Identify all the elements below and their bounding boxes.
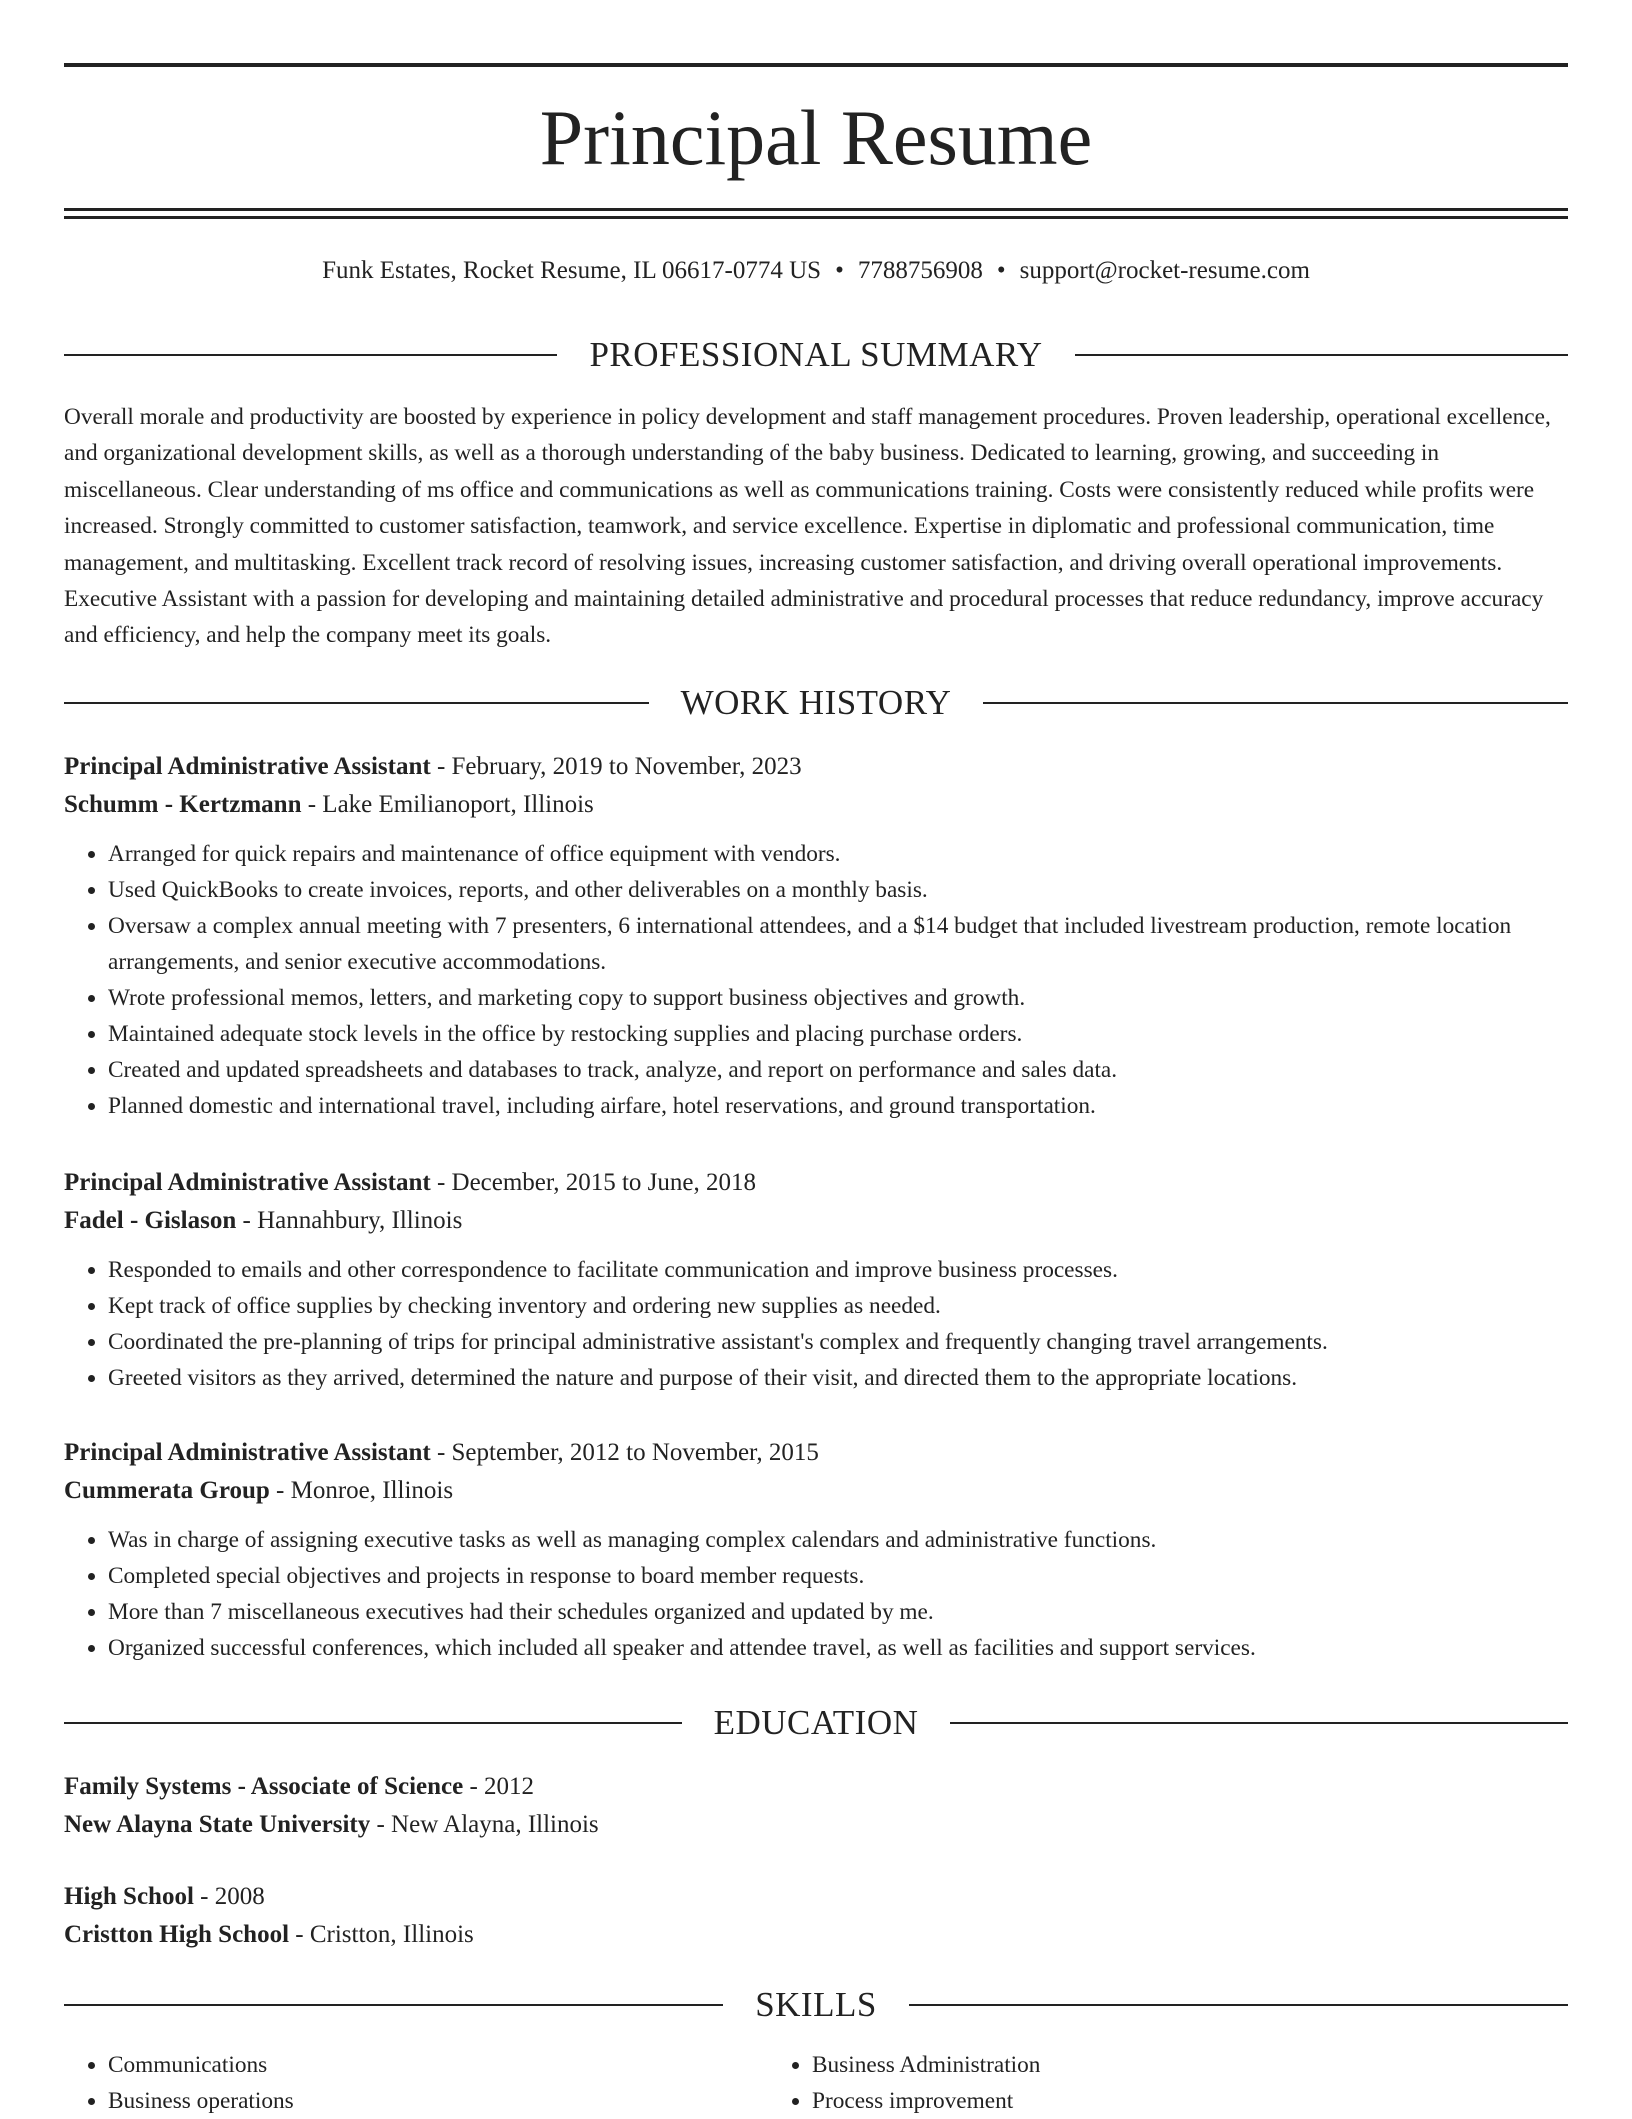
job-company-line (64, 1472, 1568, 1510)
list-item: • Coordinated the pre-planning of trips for principal administrative assistant's complex and frequently changing travel arrangements. (108, 1324, 1568, 1360)
section-title: PROFESSIONAL SUMMARY (589, 335, 1043, 374)
education-degree: High School (64, 1883, 194, 1910)
contact-email[interactable]: support@rocket-resume.com (1019, 257, 1310, 284)
section-heading-work-history (64, 681, 1568, 725)
heading-rule (950, 1722, 1568, 1724)
job-entry (64, 1164, 1568, 1396)
contact-separator: • (835, 257, 844, 284)
education-location: - New Alayna, Illinois (370, 1811, 599, 1838)
skill-item: • Process improvement (812, 2083, 1460, 2119)
resume-name: Principal Resume (539, 94, 1093, 181)
education-location: - Cristton, Illinois (289, 1921, 474, 1948)
contact-line (64, 254, 1568, 288)
list-item: • More than 7 miscellaneous executives had their schedules organized and updated by me. (108, 1594, 1568, 1630)
job-title: Principal Administrative Assistant (64, 1169, 431, 1196)
job-title: Principal Administrative Assistant (64, 1439, 431, 1466)
summary-paragraph: Overall morale and productivity are boosted by experience in policy development and staff management procedures. Proven leadership, operational excellence, and organizational development skills, as well as a thorough understanding of the baby business. Dedicated to learning, growing, and succeeding in miscellaneous. Clear understanding of ms office and communications as well as communications training. Costs were consistently reduced while profits were increased. Strongly committed to customer satisfaction, teamwork, and service excellence. Expertise in diplomatic and professional communication, time management, and multitasking. Excellent track record of resolving issues, increasing customer satisfaction, and driving overall operational improvements. Executive Assistant with a passion for developing and maintaining detailed administrative and procedural processes that reduce redundancy, improve accuracy and efficiency, and help the company meet its goals. (64, 404, 1551, 649)
job-entry (64, 748, 1568, 1124)
job-company: Fadel - Gislason (64, 1207, 237, 1234)
job-title-line (64, 748, 1568, 786)
section-title: WORK HISTORY (680, 683, 952, 722)
education-entry (64, 1878, 1568, 1954)
job-company-line (64, 1202, 1568, 1240)
skill-item: • Communications (108, 2047, 762, 2083)
education-school: Cristton High School (64, 1921, 290, 1948)
section-heading-skills (64, 1983, 1568, 2027)
job-company-line (64, 786, 1568, 824)
list-item: • Completed special objectives and projects in response to board member requests. (108, 1558, 1568, 1594)
education-school-line (64, 1806, 1568, 1844)
header-top-rule (64, 63, 1568, 67)
contact-separator: • (996, 257, 1006, 284)
education-entry (64, 1768, 1568, 1844)
job-bullets (64, 1252, 1568, 1396)
skill-item: • Business operations (108, 2083, 762, 2119)
job-entry (64, 1434, 1568, 1666)
heading-rule (64, 2004, 723, 2006)
section-title: EDUCATION (713, 1703, 919, 1742)
job-bullets (64, 836, 1568, 1124)
job-company: Cummerata Group (64, 1477, 270, 1504)
job-dates: - February, 2019 to November, 2023 (430, 753, 802, 780)
header-double-rule-top (64, 208, 1568, 211)
section-heading-summary (64, 333, 1568, 377)
heading-rule (983, 702, 1568, 704)
list-item: • Planned domestic and international travel, including airfare, hotel reservations, and ground transportation. (108, 1088, 1568, 1124)
list-item: • Maintained adequate stock levels in the office by restocking supplies and placing purchase orders. (108, 1016, 1568, 1052)
education-degree-line (64, 1878, 1568, 1916)
list-item: • Organized successful conferences, which included all speaker and attendee travel, as well as facilities and support services. (108, 1630, 1568, 1666)
education-year: - 2012 (463, 1773, 535, 1800)
job-location: - Lake Emilianoport, Illinois (301, 791, 594, 818)
heading-rule (64, 354, 557, 356)
list-item: • Arranged for quick repairs and maintenance of office equipment with vendors. (108, 836, 1568, 872)
education-degree: Family Systems - Associate of Science (64, 1773, 464, 1800)
job-company: Schumm - Kertzmann (64, 791, 302, 818)
section-heading-education (64, 1701, 1568, 1745)
list-item: • Responded to emails and other correspondence to facilitate communication and improve business processes. (108, 1252, 1568, 1288)
job-title-line (64, 1434, 1568, 1472)
section-title: SKILLS (755, 1985, 877, 2024)
skills-column-right (762, 2047, 1460, 2119)
skills-list (64, 2047, 1568, 2119)
list-item: • Was in charge of assigning executive tasks as well as managing complex calendars and administrative functions. (108, 1522, 1568, 1558)
job-title: Principal Administrative Assistant (64, 753, 431, 780)
heading-rule (64, 702, 649, 704)
education-school: New Alayna State University (64, 1811, 371, 1838)
list-item: • Kept track of office supplies by checking inventory and ordering new supplies as needed. (108, 1288, 1568, 1324)
education-year: - 2008 (193, 1883, 265, 1910)
header-double-rule-bottom (64, 216, 1568, 219)
heading-rule (1075, 354, 1568, 356)
job-dates: - December, 2015 to June, 2018 (430, 1169, 756, 1196)
job-bullets (64, 1522, 1568, 1666)
contact-phone[interactable]: 7788756908 (857, 257, 983, 284)
education-school-line (64, 1916, 1568, 1954)
skill-item: • Business Administration (812, 2047, 1460, 2083)
job-dates: - September, 2012 to November, 2015 (430, 1439, 819, 1466)
heading-rule (909, 2004, 1568, 2006)
job-location: - Monroe, Illinois (269, 1477, 454, 1504)
list-item: • Oversaw a complex annual meeting with 7 presenters, 6 international attendees, and a $14 budget that included livestream production, remote location arrangements, and senior executive accommodations. (108, 908, 1568, 980)
education-degree-line (64, 1768, 1568, 1806)
list-item: • Greeted visitors as they arrived, determined the nature and purpose of their visit, and directed them to the appropriate locations. (108, 1360, 1568, 1396)
list-item: • Created and updated spreadsheets and databases to track, analyze, and report on performance and sales data. (108, 1052, 1568, 1088)
list-item: • Used QuickBooks to create invoices, reports, and other deliverables on a monthly basis. (108, 872, 1568, 908)
contact-address: Funk Estates, Rocket Resume, IL 06617-0774 US (322, 257, 822, 284)
job-location: - Hannahbury, Illinois (236, 1207, 463, 1234)
heading-rule (64, 1722, 682, 1724)
list-item: • Wrote professional memos, letters, and marketing copy to support business objectives and growth. (108, 980, 1568, 1016)
skills-column-left (64, 2047, 762, 2119)
job-title-line (64, 1164, 1568, 1202)
